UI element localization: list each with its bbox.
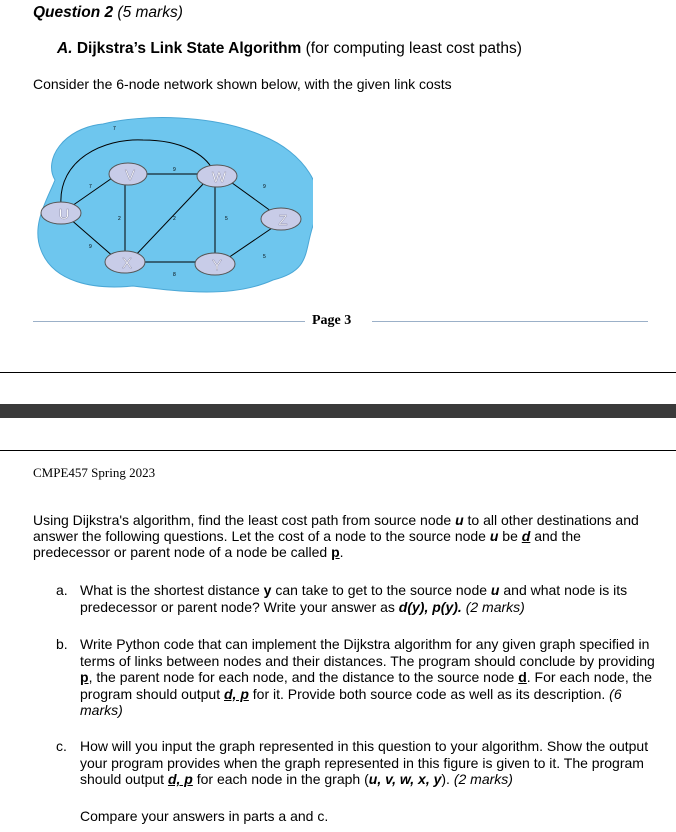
- cost-u-v: 7: [89, 184, 92, 190]
- footer-rule-right: [372, 321, 648, 322]
- node-v-label: V: [124, 167, 136, 184]
- page-separator-bottom: [0, 450, 676, 451]
- cost-v-w: 9: [173, 167, 176, 173]
- node-w-label: W: [211, 169, 227, 186]
- cost-u-x: 9: [89, 244, 92, 250]
- cost-y-z: 5: [263, 254, 266, 260]
- node-z-label: Z: [278, 212, 288, 229]
- cost-x-y: 8: [173, 272, 176, 278]
- section-title: A. Dijkstra’s Link State Algorithm (for computing least cost paths): [57, 40, 522, 57]
- question-part-c: c. How will you input the graph represented in this question to your algorithm. Show the output your program provides when the graph represented in this figure is given to it. The program should output d, p for each node in the graph (u, v, w, x, y). (2 marks): [56, 738, 649, 787]
- cost-v-x: 2: [118, 216, 121, 222]
- node-u-label: U: [58, 206, 70, 223]
- cost-w-z: 9: [263, 184, 266, 190]
- cost-u-w-top: 7: [113, 126, 116, 132]
- course-header: CMPE457 Spring 2023: [33, 465, 156, 480]
- network-diagram: [33, 110, 313, 300]
- intro-text: Consider the 6-node network shown below, with the given link costs: [33, 76, 452, 92]
- page-separator-top: [0, 372, 676, 373]
- compare-instruction: Compare your answers in parts a and c.: [80, 808, 329, 824]
- cost-x-w: 2: [173, 216, 176, 222]
- node-y-label: Y: [211, 257, 223, 274]
- question-title: Question 2 (5 marks): [33, 4, 183, 21]
- question-part-a: a. What is the shortest distance y can take to get to the source node u and what node is its predecessor or parent node? Write your answer as d(y), p(y). (2 marks): [56, 582, 628, 615]
- page-number: Page 3: [312, 313, 352, 328]
- page-gap-band: [0, 404, 676, 418]
- question-part-b: b. Write Python code that can implement the Dijkstra algorithm for any given graph specified in terms of links between nodes and their distances. The program should conclude by providing p, the parent node for each node, and the distance to the source node d. For each node, the program should output d, p for it. Provide both source code as well as its description. (6 marks): [56, 636, 655, 718]
- cost-w-y: 5: [225, 216, 228, 222]
- footer-rule-left: [33, 321, 305, 322]
- node-x-label: X: [121, 255, 133, 272]
- instructions-paragraph: Using Dijkstra's algorithm, find the least cost path from source node u to all other destinations and answer the following questions. Let the cost of a node to the source node u be d and the predecessor or parent node of a node be called p.: [33, 512, 639, 560]
